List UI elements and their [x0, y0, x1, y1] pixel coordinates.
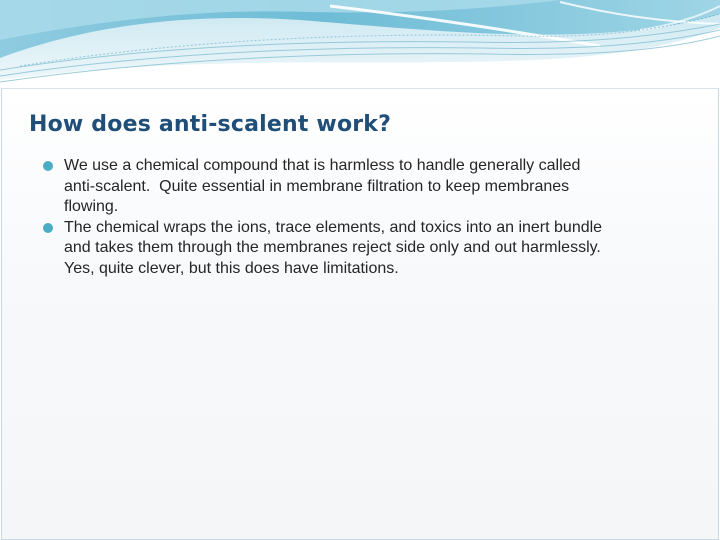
- bullet-dot-icon: [43, 161, 53, 171]
- bullet-line: Yes, quite clever, but this does have limitations.: [64, 259, 399, 277]
- bullet-line: and takes them through the membranes reject side only and out harmlessly.: [64, 239, 601, 256]
- bullet-line: The chemical wraps the ions, trace elements, and toxics into an inert bundle: [64, 218, 603, 236]
- bullet-line: We use a chemical compound that is harmless to handle generally called: [64, 157, 581, 174]
- bullet-line: anti-scalent. Quite essential in membrane filtration to keep membranes: [64, 177, 570, 195]
- bullet-line: flowing.: [64, 198, 119, 215]
- bullet-dot-icon: [43, 223, 53, 233]
- bullet-item: [42, 218, 682, 280]
- slide-title: How does anti-scalent work?: [29, 112, 392, 137]
- bullet-item: [42, 156, 682, 218]
- bullet-list: [42, 156, 682, 279]
